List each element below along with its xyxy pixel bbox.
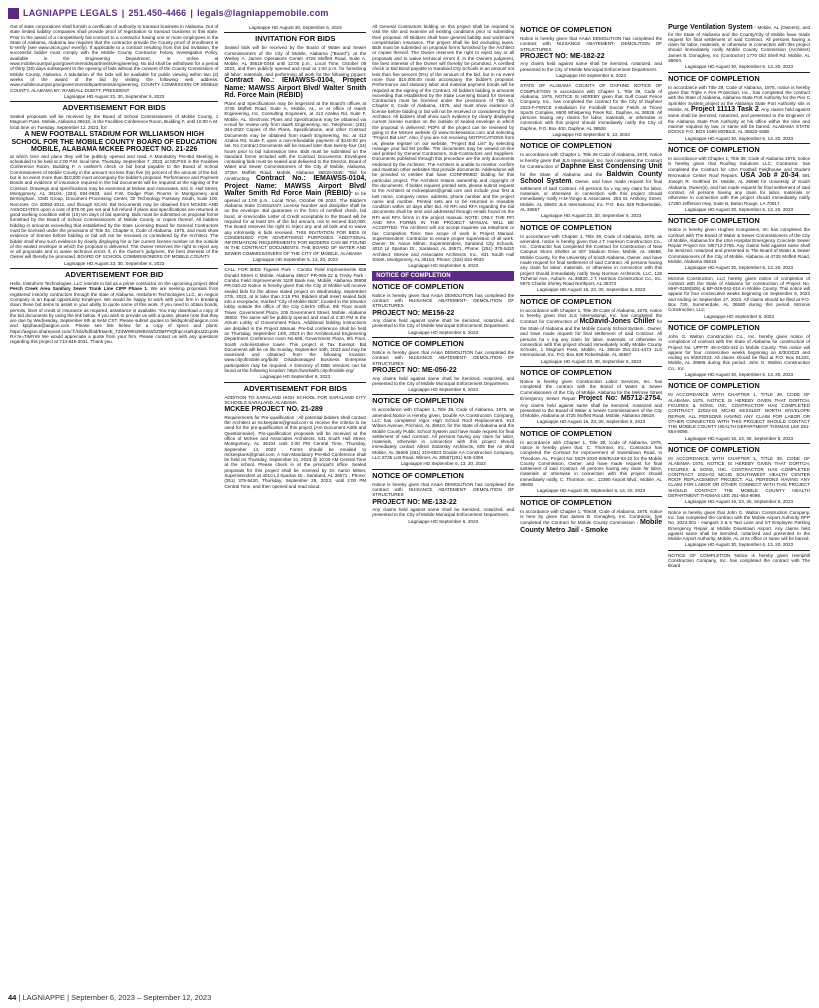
project-name: Mobile County Metro Jail - Smoke — [520, 519, 663, 534]
publication-dates: Lagniappe HD August 16, 23, 30, September 6, 2023 — [685, 499, 794, 505]
project-name: McDavid-Jones Chiller — [579, 318, 655, 326]
notice-text: John G. Walton Construction Co., Inc. hereby gives notice of completion of contract with the State of Alabama for construction of Project No. UPPTF 49-2-020-442 in Mobile County. This notice will appear for four consecutive weeks beginning on 8/30/2023 and ending on 9/20/2023. All claims should be filed at P.O. Box 81223, Mobile, AL 36689 during this period. John G. Walton Construction Co., Inc. — [668, 333, 811, 371]
owner-name: Baldwin County School System — [520, 170, 663, 186]
divider — [668, 214, 810, 215]
publication-dates: Lagniappe HD September 6, 13, 20, 2023 — [400, 461, 486, 467]
publication-dates: Lagniappe HD August 23, 30, September 6, 2023 — [540, 358, 642, 364]
notice-text: Notice is hereby given that John G. Walton Construction Company, Inc. has completed the contract with the Mobile Airport Authority RFP No. 2023-001 - Hangars 3 & 5 Taxi Lane and ST Employee Parking Emergency Repair at Mobile Downtown Airport. Any claims held against same shall be itemized, notarized and presented to the Mobile Airport Authority, Mobile, AL at its office or same will be barred. — [668, 509, 811, 542]
divider — [668, 273, 810, 274]
notice-heading: NOTICE OF COMPLETION — [520, 222, 612, 232]
separator: | — [121, 8, 125, 18]
publication-dates: Lagniappe HD August 30, September 6, 2023 — [248, 25, 342, 30]
project-name: Purge Ventilation System — [668, 24, 753, 31]
divider — [520, 139, 662, 140]
notice-text-span: . Any claims held against same shall be itemized, notarized, and presented to the Engineer of the Alabama State Port Authority at his office within the time and manner required by law, or same will be barred. ALABAMA STATE DOCKS P.O. BOX 1588 MOBILE, AL 36633-1588 — [668, 106, 811, 135]
publication-dates: Lagniappe HD August 23, 30, September 6, 2023 — [540, 213, 642, 219]
divider — [668, 443, 810, 444]
notice-heading: NOTICE OF COMPLETION — [520, 141, 612, 151]
notice-text: Notice is hereby given Hughes Companies, Inc has completed the contract with The Board of Water & Sewer Commissioners of the City of Mobile, Alabama for the USA Hospital Emergency Concrete Sewer Repair Project No: M5712-2755. Any claims held against same shall be itemized, notarized and presented to The Board of Water & Sewer Commissioners of the City of Mobile, Alabama at 4725 Moffett Road, Mobile, Alabama 36618. — [668, 227, 811, 264]
project-number: PROJECT NO: ME-182-22 — [520, 52, 605, 60]
footer-separator: | — [18, 993, 23, 1002]
divider — [224, 382, 366, 383]
notice-text: Out of state corporations shall furnish a certificate of authority to transact business in Alabama. Out of state limited liability companies shall provide proof of registration to transact business in this state. Prior to the award of a competitively bid contract to a contractor having one or more employees in the State of Alabama, Alabama law requires that the contractor provide the County proof of enrollment in E-Verify (see www.uscis.gov/ everify). If applicable to a contract resulting from this bid invitation, the successful bidder must comply with the Mobile County Contractor Felony Investigation Policy, available in the Engineering Department, or online at www.mobilecountyal.gov/government/departments/engineering. No bid shall be withdrawn for a period of thirty (30) days subsequent to the opening of bids without the consent of the County Commission of Mobile County, Alabama. A tabulation of the bids will be available for public viewing within two (2) weeks of the award of the bid by visiting the following web address: www.mobilecountyal.gov/government/departments/engineering. COUNTY COMMISSION OF MOBILE COUNTY, ALABAMA BY: RANDALL DUEITT, PRESIDENT — [10, 24, 219, 93]
project-title: A NEW FOOTBALL STADIUM FOR WILLIAMSON HIGH SCHOOL FOR THE MOBILE COUNTY BOARD OF EDUCATION MOBILE, ALABAMA MCKEE PROJECT NO. 21-226 — [11, 131, 217, 154]
project-number: Project No: M5712-2754. — [578, 394, 663, 402]
publication-dates: Lagniappe HD September 6, 2023 — [408, 263, 479, 269]
project-number: USA Job # 20-34 — [740, 171, 799, 179]
notice-text: Requirements for Pre-qualification : All potential bidders shall contact the Architect at mckeeplans@gmail.com to receive the criteria to be used for the pre-qualification of this project (AIA Document A305 and Questionnaire). Pre-qualification proposals will be received at the office of McKee and Associates Architects, 631 South Hull Street, Montgomery, AL 36104 until 2:00 PM Central Time, Thursday, September 14, 2023 . Forms should be emailed to mckeeplans@gmail.com. A Non-Mandatory Pre-Bid Conference shall be held on Thursday, September 21, 2023 @ 10:00 AM Central Time at the school. Please check in at the principal's office. Sealed proposals for this project shall be received by Dr. Aaron Milner, Superintendent at 4010 Lil Spartan Dr., Saraland, AL 36571 , Phone: (251) 375-5420, Thursday, September 28, 2023, until 2:00 PM Central Time, and then opened and read aloud. — [224, 414, 367, 489]
column-3 — [372, 24, 514, 989]
notice-text: IN ACCORDANCE WITH CHAPTER 1, TITLE 39, CODE OF ALABAMA 1975, NOTICE IS HEREBY GIVEN THAT DORTCH, FIGURES & SONS, INC. CONTRACTOR HAS COMPLETED CONTRACT 22022-03 MCHD KESSLER NORTH ENVELOPE REPAIR. ALL PERSONS HAVING ANY CLAIM FOR LABOR OR OTHER CONNECTED WITH THIS PROJECT SHOULD CONTACT THE MOBILE COUNTY HEALTH DEPARTMENT THOMAS LEE 251-654-9098. — [668, 392, 811, 435]
contract-name: Contract No.: IEMAWSS-0104, Project Name: MAWSS Airport Blvd/ Walter Smith Rd Force Main (REBID) — [224, 175, 367, 198]
divider — [224, 264, 366, 265]
notice-text: In accordance with Chapter 1, Title 39, Code of Alabama, 1975, as amended,Notice is Hereby given, Double AA Construction Company, LLC has completed Vigor High School Roof Replacement. 913 Wilson Avenue, Prichard, AL 36610, for the State of Alabama and the Mobile County Public School System and have made request for final settlement of said contract. All persons having any claim for labor, materials, otherwise in connection with this project should immediately contact Allred Stolarsky Architects, 605 Bel Air Blvd Mobile, AL 36606 (251) 219-6823 Double AA Construction Company, LLC 8735 Lott Road, Wilmer, AL 36587(251) 645-2366 — [372, 407, 515, 461]
publication-dates: Lagniappe HD September 6, 2023 — [556, 73, 626, 79]
notice-text-span: , 591 Joseph R. Gottfried Dr. Mobile, AL 36688 for University of South Alabama, Owner(s), and has made request for final settlement of said contract. All persons having any claim for labor, materials or otherwise in connection with this project should immediately notify 17260 Jefferson Hwy, Suite B, Baton Rouge, LA 70817. — [668, 172, 811, 206]
publication-dates: Lagniappe HD August 23, 30, September 6, 2023 — [63, 260, 165, 266]
divider — [668, 72, 810, 73]
notice-heading: NOTICE OF COMPLETION — [668, 322, 760, 332]
notice-heading: NOTICE OF COMPLETION — [372, 281, 464, 291]
notice-text — [224, 101, 366, 256]
notice-text: CALL FOR BIDS Figures Park - Combo Field Improvements 658 Donald Street C Mobile, Alabama 36617 PR-066-22 & Trinity Park - Combo Field Improvements 3100 Bank Ave. Mobile, Alabama 36608 PR-040-22 Notice is hereby given that the City of Mobile will receive sealed bids for the above stated project on Wednesday, September 27th, 2023, at or later than 2:15 PM. Bidders shall insert sealed bids into a receptacle, marked "City of Mobile Bids", located in the elevator lobby outside the office of the City Clerk's Office, 9th Floor South Tower, Government Plaza, 205 Government Street, Mobile, Alabama 36602. The same will be publicly opened and read at 2:30 PM in the Atrium Lobby of Government Plaza. Additional bidding instructions are detailed in the Project Manual. Pre-bid conference shall be held on Thursday, September 14th, 2023 in the Architectural Engineering Department Conference room No.558, Government Plaza, 5th Floor, South Administrative tower. This project is Tax Exempt. Bid Documents will be on file Sunday, September 10th, 2023 and may be examined and obtained from the following location: www.cityofmobile.org/bids/ Disadvantaged Business Enterprise participation may be required. A Directory of DBE Vendors can be found at the following location: https://workwith.cityofmobile.org/ — [224, 267, 367, 373]
publication-dates: Lagniappe HD September 6, 2023 — [408, 518, 479, 524]
notice-text: Notice is hereby given that AA&A DEMOLITION has completed the contract with NUISANCE ABATEMENT- DEMOLITION OF STRUCTURES — [372, 481, 515, 498]
project-number: MCKEE PROJECT NO. 21-289 — [224, 406, 323, 414]
notice-heading: NOTICE OF COMPLETION — [668, 216, 760, 226]
divider — [668, 550, 810, 551]
notice-text: IN ACCORDANCE WITH CHAPTER 1, TITLE 39, CODE OF ALABAMA 1975, NOTICE IS HEREBY GIVEN THAT DORTCH, FIGURES & SONS, INC. CONTRACTOR HAS COMPLETED CONTRACT 2023-02 MCHD SOUTHWEST HEALTH CENTER ROOF REPLACEMENT PROJECT. ALL PERSONS HAVING ANY CLAIM FOR LABOR OR OTHER CONNECT WITH THIS PROJECT SHOULD CONTACT THE MOBILE COUNTY HEALTH DEPARTMENT THOMAS LEE 251-654-9098. — [668, 456, 811, 499]
notice-heading: NOTICE OF COMPLETION — [372, 339, 464, 349]
footer-separator: | — [67, 993, 72, 1002]
footer-dates: September 6, 2023 – September 12, 2023 — [71, 993, 212, 1002]
header-email[interactable]: legals@lagniappemobile.com — [197, 8, 329, 18]
notice-heading: NOTICE OF COMPLETION — [520, 25, 612, 34]
notice-text-span: . We are seeking proposals from registered minority contractors through the state of Alabama. Insituform Technologies LLC, an Aegion Company is an Equal opportunity Employer. We would be happy to work with your firm in breaking down these bid items to assist in your ability to quote some of this work. If you need to obtain bonds, permits, lines of credit or insurance as required, assistance is available. You may download a copy of the bid documents by using the link below. If you wish to provide us with a quote, please note that they are due by Wednesday, September 6th at 9AM CST. Please submit quotes to fieldsjohn@aegion.com and kpiphaus@aegion.com. Please see link below for a copy of specs and plans: https://aegion.sharepoint.com/:f:/s/is/bd/bid/EtwHE_TZ4WW91t9rBGWhZ0BFFtQfnpcr4aRqbUZZcpoN RA?e=TiMYn9 We would appreciate a quote from your firm. Please contact us with any questions regarding this project at 713-845-3031. Thank you. — [10, 286, 219, 345]
notice-text — [520, 509, 662, 535]
publication-dates: Lagniappe HD September 6, 13, 20, 2023 — [252, 257, 338, 263]
notice-text: Notice is hereby given that AA&A DEMOLITION has completed the contract with NUISANCE ABATEMENT- DEMOLITION OF STRUCTURES — [372, 292, 515, 309]
divider — [224, 32, 366, 33]
notice-text — [224, 45, 366, 100]
page-number: 44 — [8, 993, 17, 1002]
notice-text: STATE OF ALABAMA COUNTY OF DAPHNE NOTICE OF COMPLETION In accordance with Chapter 1, Title 39, Code of Alabama, 1975, NOTICE IS HEREBY given that Gulf Coast Fence Company, Inc., has completed the contract for the City of Daphne/ 2023-F-FENCE Installation for Football/ Soccer Fields at Trione Sports Complex, 8600 Whispering Pines Rd., Daphne, AL 36526. All persons having any claims for labor, materials, or otherwise in connection with this project should immediately notify the City of Daphne, P.O. Box 400, Daphne, AL 36526 — [520, 83, 663, 131]
notice-heading: NOTICE OF COMPLETION — [668, 144, 760, 154]
project-name: Daphne East Condensing Unit — [560, 162, 663, 170]
divider — [520, 427, 662, 428]
notice-text — [668, 85, 810, 135]
notice-text: All General Contractors bidding on this project shall be required to visit the site and examine all existing conditions prior to submitting their proposal. All Bidders shall have general liability and workman's compensation insurance. The project shall be bid excluding taxes. Bids must be submitted on proposal forms furnished by the Architect or copies thereof. The Owner reserves the right to reject any or all proposals and to waive technical errors if, in the Owners judgment, the best interests of the Owner will thereby be promoted. A certified check or Bid Bond payable to Saraland City Schools in an amount not less than five percent (5%) of the amount of the bid, but in no event more than $10,000.00 must accompany the bidder's proposal. Performance and statutory labor and material payment bonds will be required at the signing of the Contract. All bidders bidding in amounts exceeding that established by the State Licensing Board for General Contractors must be licensed under the provisions of Title 34, Chapter 8, Code of Alabama, 1975, and must show evidence of license before bidding or bid will not be received or considered by the Architect. All bidders shall show such evidence by clearly displaying current license number on the outside of sealed envelope in which the proposal is delivered. PDFs of the project can be reviewed by going to the McKee website @ www.mckeeassoc.com and selecting "Project Bid List". Also, if you are not receiving NOTIFICATIONS from us, please register on our website, "Project Bid List" by selecting manage your bid list profile. The documents may be viewed on-line and printed by General Contractors, Sub-Contractors and Suppliers. Documents published through this procedure are the only documents endorsed by the Architect. The Architect is unable to monitor, confirm and maintain other websites that provide documents. Addendums will be provided to entities that have CONFIRMED bidding for this particular project. The Architect retains ownership and copyright of the documents. If bidder requires printed sets, please submit request to the Architect at mckeeplans@gmail.com and include your first & last name, company name, address, phone number and the project name and number. Printed sets are to be returned in reusable condition within 10 days after bid. All RFI and RFA regarding the bid documents shall be sent and addressed through emails found on the RFI and RFA forms in the project manual. NOTE: ONLY THE RFI AND RFA FORMS IN THE PROJECT MANUAL WILL BE ACCEPTED. The Architect will not accept inquiries via telephone or fax. Completion Time: See scope of work in Project Manual. Superintendent: Contractor to ensure proper supervision of all work. Owner: Dr. Aaron Milner, Superintendent, Saraland City Schools, 4010 Lil Spartan Dr., Saraland, AL 36571, Phone: (251) 375-5420 Architect: McKee and Associates Architects, Inc., 631 South Hull Street, Montgomery, AL 36104, Phone: (334) 834-9933 — [372, 24, 515, 263]
notice-text-span: " to be opened at 1:00 p.m., Local Time, October 09 2023. The Bidder's Alabama State Contractor's License Number and discipline shall be on the envelope. Bid guarantee in the form of certified check, bid bond, or irrevocable Letter of Credit acceptable to the Board will be required for at least 5% of the bid amount, not to exceed $10,000. The Board reserves the right to reject any and all bids and to waive any informality in bids received. THIS INVITATION FOR BIDS IS CONDENSED FOR ADVERTISING PURPOSES. ADDITIONAL INFORMATION/ REQUIREMENTS FOR BIDDERS CAN BE FOUND IN THE CONTRACT DOCUMENTS. THE BOARD OF WATER AND SEWER COMMISSIONERS OF THE CITY OF MOBILE, ALABAMA — [224, 191, 367, 256]
divider — [372, 337, 514, 338]
notice-text: NOTICE OF COMPLETION Notice is hereby given Hemphill Construction Company, Inc. has completed the contract with The Board — [668, 552, 811, 569]
divider — [520, 496, 662, 497]
divider — [372, 469, 514, 470]
divider — [520, 295, 662, 296]
publication-dates: Lagniappe HD August 30, September 6, 13, 20, 2023 — [685, 265, 794, 271]
project-number: Project 11113 Task 2 — [691, 105, 759, 113]
project-name: Perch Creek Area Sanitary Sewer Trunk Line CIPP Phase 1 — [10, 286, 147, 292]
legal-columns — [10, 24, 810, 989]
notice-text — [668, 156, 810, 206]
notice-text — [520, 379, 662, 418]
publication-dates: Lagniappe HD August 30, September 6, 13, 20, 2023 — [537, 488, 646, 494]
notice-text-span: In accordance with Chapter 1, Title 39 Code of Alabama, 1975, notice is hereby given that JLS International, Inc. has completed the Contract for Construction of — [520, 307, 663, 325]
publication-dates: Lagniappe HD August 30, September 6, 13, 20, 2023 — [685, 372, 794, 378]
notice-text-span: Any claims held against same shall be itemized, notarized and presented to the Board of Water & Sewer Commissioners of the City of Mobile, Alabama at 4725 Moffett Road, Mobile, Alabama 36618. — [520, 402, 663, 419]
notice-text — [520, 152, 662, 212]
notice-heading: ADVERTISEMENT FOR BIDS — [243, 383, 347, 393]
divider — [668, 143, 810, 144]
notice-text-span: In accordance with Chapter 1, Title 39 Code of Alabama, 1975, notice is hereby given that JLS Internatinal, Inc. has completed the Contract for Construction of — [520, 152, 663, 169]
separator: | — [190, 8, 194, 18]
notice-text-span: - Mobile, AL (Owners), and for the State of Alabama and the County/City of Mobile have made request for final settlement of said Contract. All persons having a claim for labor, materials, or otherwise in connection with this project should immediately notify Mobile County Commission (Architect) James B. Donaghey, Inc (Contractor) 1770 Old Shell Rd. Mobile, AL 36604. — [668, 25, 811, 64]
publication-dates: Lagniappe HD August 30, September 6, 13, 20, 2023 — [685, 135, 794, 141]
notice-heading: INVITATION FOR BIDS — [255, 34, 336, 44]
notice-text-span: , Owner, and have made request for final settlement of said Contract. All persons ha v ing any claim for labor, materials, or otherwise in connection with this project should immediately notify H.M.Yonge & Associates, 253 St. Anthony Street, Mobile, AL 36603 JLS International, Inc. P.O. Box 928 Robertsdale, AL 36567 — [520, 179, 663, 212]
notice-text: Any claims held against same shall be itemized, notarized, and presented to the City of Mobile Municipal Enforcement Department. — [372, 375, 515, 386]
publication-dates: Lagniappe HD September 6, 2023 — [704, 313, 774, 319]
footer-brand: LAGNIAPPE — [22, 993, 66, 1002]
notice-heading: NOTICE OF COMPLETION — [520, 497, 612, 507]
divider — [668, 507, 810, 508]
publication-dates: Lagniappe HD August 16, 23, 30, September 6, 2023 — [685, 435, 794, 441]
notice-heading: ADVERTISEMENT FOR BIDS — [62, 103, 166, 113]
publication-dates: Lagniappe HD September 6, 2023 — [260, 374, 331, 380]
column-4 — [520, 24, 662, 989]
notice-text-span: Sealed bids will be received by the Board of Water and Sewer Commissioners of the City of Mobile, Alabama ("Board"), at the Wesley A. James Operations Center 4725 Moffett Road, Suite A, Mobile, AL 36618-0349 until 12:00 p.m., Local Time, October 09 2023, and then publicly opened and read at 1:00 p.m. for furnishing all labor, materials, and performing all work for the following project: — [224, 45, 367, 77]
divider — [520, 80, 662, 81]
divider — [520, 366, 662, 367]
notice-heading: NOTICE OF COMPLETION — [668, 73, 760, 83]
publication-dates: Lagniappe HD August 16, 23, 30, September 6, 2023 — [537, 419, 646, 425]
notice-text: Any claims held against same shall be itemized, notarized, and presented to the City of Mobile Municipal Enforcement Department. — [520, 61, 663, 72]
notice-text — [10, 281, 218, 345]
column-2 — [224, 24, 366, 989]
section-marker-icon — [8, 8, 19, 19]
divider — [10, 101, 218, 102]
column-5 — [668, 24, 810, 989]
notice-text: Any claims held against same shall be itemized, notarized, and presented to the City of Mobile Municipal Enforcement Department. — [372, 318, 515, 329]
notice-text: McInnis Construction, LLC hereby gives notice of completion of contract with the State of Alabama for construction of Project No. MHF-0158(505) & BP-049-042-016 in Mobile County. This notice will appear for four consecutive weeks beginning on September 6, 2023 and ending on September 27, 2023. All claims should be filed at P.O. Box 730, Summerdale, AL 36580 during this period. McInnis Construction, LLC — [668, 275, 811, 313]
publication-dates: Lagniappe HD August 30, September 6, 13, 20, 2023 — [685, 542, 794, 548]
notice-heading: NOTICE OF COMPLETION — [372, 396, 464, 406]
notice-text — [520, 308, 662, 358]
section-band: NOTICE OF COMPLETION — [372, 271, 514, 281]
publication-dates: Lagniappe HD August 30, September 6, 13, 20, 2023 — [685, 206, 794, 212]
section-title: LAGNIAPPE LEGALS — [23, 8, 118, 18]
page-footer — [8, 993, 211, 1002]
notice-heading: NOTICE OF COMPLETION — [520, 428, 612, 438]
project-number: PROJECT NO: ME-132-22 — [372, 498, 457, 506]
publication-dates: Lagniappe HD September 6, 2023 — [408, 329, 479, 335]
project-number: PROJECT NO: ME-056-22 — [372, 366, 457, 374]
contract-name: Contract No.: IEMAWSS-0104, Project Name: MAWSS Airport Blvd/ Walter Smith Rd. Force Main (REBID) — [224, 77, 367, 100]
notice-heading: NOTICE OF COMPLETION — [520, 368, 612, 378]
page-header — [8, 6, 811, 20]
notice-text — [668, 24, 810, 63]
notice-text-span: for the State of Alabama and the — [520, 171, 603, 177]
notice-text: Notice is hereby given that AA&A DEMOLITION has completed the contract with NUISANCE ABATEMENT- DEMOLITION OF STRUCTURES — [520, 36, 663, 52]
publication-dates: Lagniappe HD August 23, 30, September 6, 2023 — [63, 93, 165, 99]
notice-heading: ADVERTISEMENT FOR BID — [65, 270, 164, 280]
notice-text: Sealed proposals will be received by the Board of School Commissioners of Mobile County, 1 Magnum Pass, Mobile, Alabama 36618, in the Facilities Conference Room, Building F, until 10:00 A.M. local time on Tuesday, September 12, 2023, for: — [10, 114, 219, 130]
publication-dates: Lagniappe HD August 30, September 6, 13, 20, 2023 — [685, 64, 794, 70]
divider — [10, 268, 218, 269]
notice-text: at which time and place they will be publicly opened and read. A Mandatory Pre-Bid Meeting is scheduled to be held at 2:00 P.M. local time, Thursday, September 7, 2023, at MCPSS in the Facilities Conference Room, Building F. A cashier's check or bid bond payable to the Board of School Commissioners of Mobile County in the amount not less than five (5) percent of the amount of the bid, but in no event more than $10,000 must accompany the bidder's proposal. Performance and Payment Bonds and evidence of insurance required in the bid documents will be required at the signing of the Contract. Drawings and specifications may be examined at Mckee and Associates, 631 S. Hull Street, Montgomery, AL 36104, (334) 834-9933, and F.W. Dodge Plan Rooms in Montgomery and Birmingham, CMD Group, Document Processing Center, 30 Technology Parkway South, Suite 100, Norcross, GA 30092-2912, and through SCAN. Bid Documents may be obtained from MCKEE AND ASSOCIATES upon a cost of $75.00 per set and full refund if plans and specifications are returned in good working condition within (10) ten days of bid opening. Bids must be submitted on proposal forms furnished by the Board of School Commissioners of Mobile County or copies thereof. All bidders bidding in amounts exceeding that established by the State Licensing Board for General Contractors must be licensed under the provisions of Title 34, Chapter 8, Code of Alabama, 1975, and must show evidence of license before bidding or bid will not be received or considered by the Architect. The bidder shall show such evidence by clearly displaying his or her current license number on the outside of the sealed envelope in which the proposal is delivered. The Owner reserves the right to reject any or all proposals and to waive technical errors if, in the Owner's judgment, the best interests of the Owner will thereby be promoted. BOARD OF SCHOOL COMMISSIONERS OF MOBILE COUNTY — [10, 153, 219, 260]
column-1 — [10, 24, 218, 989]
notice-text-span: Notice is hereby given Construction Labor Services, Inc. has completed the contract with the Board of Water & Sewer Commissioners of the City of Mobile, Alabama for the Melrose Street Emergency Sewer Repair — [520, 379, 663, 401]
publication-dates: Lagniappe HD September 6, 13, 2023 — [552, 132, 630, 138]
notice-heading: NOTICE OF COMPLETION — [372, 470, 464, 480]
notice-text: In accordance with Chapter 1, Title 39, Code of Alabama, 1975, notice is hereby given that, C. Thornton, Inc., Contractor has completed the Contract for Improvement of Sweetdown Road, in Theodore, AL, Project No: MCR-2020-005/RA49-03-22 for the Mobile County Commission, Owner, and have made request for final settlement of said Contract. All persons having any claim for labor, materials or otherwise in connection with this project should immediately notify, C. Thornton, Inc., 12390 Airport Blvd., Mobile, AL 36608 — [520, 439, 663, 488]
notice-text: ADDITION TO SARALAND HIGH SCHOOL FOR SARALAND CITY SCHOOLS SARALAND, ALABAMA — [224, 394, 367, 405]
notice-text-span: Plans and Specifications may be inspected at the Board's offices at 4725 Moffett Road, Suite A, Mobile, AL, or at office of Isaish Engineering, Inc. Consulting Engineers, at 413 Azalea Rd, Suite F, Mobile, AL. Electronic Plans and Specifications may be obtained via e-mail for review only from Isaish Engineering, Inc. Telephone: (251) 344-2022 Copies of the Plans, Specifications, and other Contract Documents may be obtained from Isaish Engineering, Inc. at 413 Azalea Rd, Suite F, upon a non-refundable payment of $140.00 per set. No Contract Documents will be issued later than twenty-four (24) hours prior to bid submission time. Bids must be submitted on the standard forms included with the Contract Documents. Envelopes containing bids must be sealed and delivered to the Director, Board of Water and Sewer Commissioners of the City of Mobile, Alabama, 4725A Moffett Road, Mobile, Alabama 36618-0349: "Bid for constructing — [224, 100, 367, 182]
notice-text-span: In accordance with Chapter 1, Title 39, Code of Alabama 1975, notice is hereby given that Roofing Solutions LLC, Contractor, has completed the Contract for USA Football Fieldhouse and Student Recreation Center Roof Repairs, — [668, 155, 811, 178]
notice-text-span: In accordance with Chapter 1, Title39, Code of Alabama, 1975, notice is here by given that James B. Donaghey, Inc. Contractor, has completed the Contract for Mobile County Commission - — [520, 508, 663, 526]
divider — [668, 379, 810, 380]
notice-heading: NOTICE OF COMPLETION — [520, 296, 612, 306]
divider — [372, 394, 514, 395]
notice-heading: NOTICE OF COMPLETION — [668, 445, 760, 454]
notice-text: In accordance with Chapter 1, Title 39, Code of Alabama, 1975, as amended, notice is hereby given that J.T. Harrison Construction Co., Inc., Contractor has completed the Contract for Construction of New Campus Storm Shelter at 307 Stadium Drive, Mobile, AL 36688, Mobile County, for the University of South Alabama, Owner, and have made request for final settlement of said Contract. All persons having any claim for labor, materials, or otherwise in connection with this project should immediately notify Seay Norman Architects, LLC, 126 Tichenor Ave., Auburn, AL 36830. J.T. Harrison Construction Co., Inc. 5870 Charlie Shirley Road Northport, AL 35473 — [520, 233, 663, 287]
notice-text-span: for the State of Alabama and the Mobile County School System , Owner, and have made request for final settlement of said Contract. All persons ha v ing any claim for labor, materials, or otherwise in connection with this project should immediately notify Mobile County Schools, 1 Magnum Pass, Mobile, AL 36618 251-221-4473 JLS International, Inc. P.O. Box 928 Robertsdale, AL 36567 — [520, 319, 663, 358]
project-number: PROJECT NO: ME156-22 — [372, 309, 455, 317]
notice-text: Notice is hereby given that AA&A DEMOLITION has completed the contract with NUISANCE ABATEMENT- DEMOLITION OF STRUCTURES — [372, 350, 515, 366]
notice-text-span: Hello, Insituform Technologies, LLC intends to bid as a prime contractor on the upcoming project titled — [10, 281, 219, 287]
notice-heading: NOTICE OF COMPLETION — [668, 381, 760, 391]
notice-text-span: In accordance with Title 39, Code of Alabama, 1975, notice is hereby given that Triple A Fire Protection, Inc., has completed the contract with the State of Alabama, Alabama State Port Authority for the Pier C Sprinkler System project at the Alabama State Port Authority sits in Mobile, AL — [668, 84, 811, 112]
divider — [668, 321, 810, 322]
publication-dates: Lagniappe HD September 6, 2023 — [408, 387, 479, 393]
divider — [520, 221, 662, 222]
header-phone: 251.450-4466 — [128, 8, 187, 18]
notice-text: Any claims held against same shall be itemized, notarized, and presented to the City of Mobile Municipal Enforcement Department. — [372, 507, 515, 518]
publication-dates: Lagniappe HD August 16, 23, 30, September 6, 2023 — [537, 287, 646, 293]
